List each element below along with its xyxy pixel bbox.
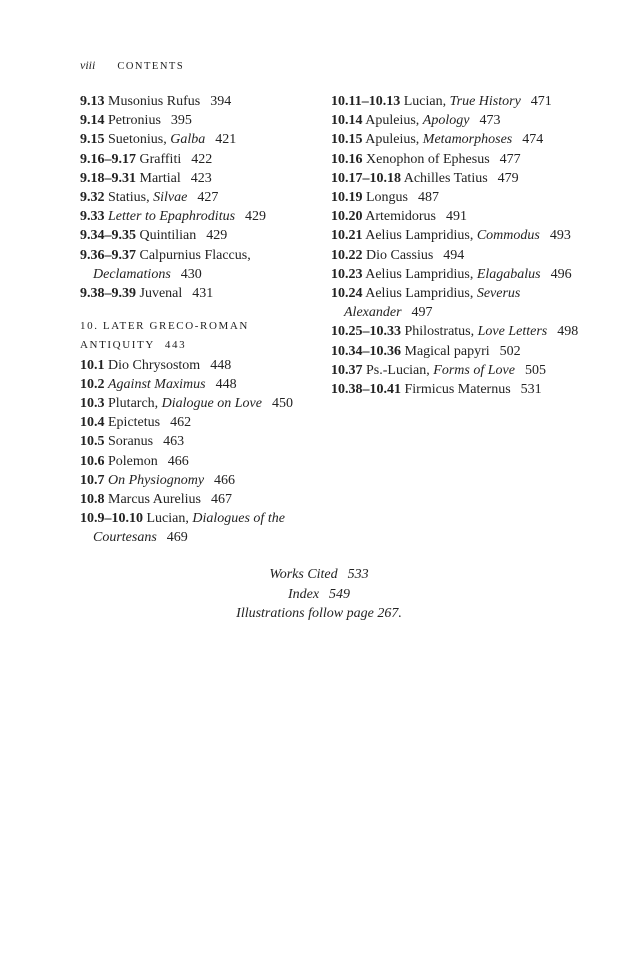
entry-title-italic: Elagabalus: [476, 266, 541, 282]
entry-title-italic: Galba: [170, 132, 206, 148]
toc-entry: [331, 342, 591, 361]
entry-title: Ps.-Lucian,: [366, 362, 434, 378]
index-line: [0, 585, 638, 605]
toc-entry: [80, 130, 312, 149]
illustrations-note: Illustrations follow page 267.: [236, 606, 402, 621]
entry-title-italic: Letter to Epaphroditus: [108, 209, 236, 225]
entry-title: Suetonius,: [108, 132, 171, 148]
entry-page: 448: [215, 376, 237, 392]
entry-title: Apuleius,: [365, 113, 423, 129]
entry-page: 467: [210, 492, 232, 508]
entry-page: 421: [215, 132, 237, 148]
entry-number: 10.9–10.10: [80, 511, 143, 527]
entry-title: Marcus Aurelius: [108, 492, 201, 508]
section-title: 10. LATER GRECO-ROMAN ANTIQUITY: [80, 320, 249, 352]
entry-title-italic: Dialogue on Love: [161, 396, 262, 412]
entry-title: Soranus: [108, 434, 154, 450]
toc-entry: [80, 207, 312, 226]
entry-page: 466: [214, 472, 236, 488]
entry-number: 10.38–10.41: [331, 382, 401, 398]
entry-page: 395: [170, 113, 192, 129]
entry-number: 10.8: [80, 492, 105, 508]
toc-entry: [80, 169, 312, 188]
toc-entry: [331, 130, 591, 149]
entry-number: 9.16–9.17: [80, 151, 136, 167]
toc-entry: [331, 150, 591, 169]
entry-number: 10.24: [331, 286, 363, 302]
toc-entry: [80, 188, 312, 207]
entry-page: 431: [192, 286, 214, 302]
entry-page: 448: [210, 357, 232, 373]
entry-page: 423: [190, 170, 212, 186]
entry-title: Aelius Lampridius,: [365, 286, 477, 302]
toc-entry: [80, 471, 312, 490]
entry-page: 427: [197, 190, 219, 206]
toc-entry: [80, 432, 312, 451]
toc-entry: [331, 207, 591, 226]
entry-page: 462: [170, 415, 192, 431]
entry-page: 487: [418, 190, 439, 206]
entry-title: Epictetus: [108, 415, 161, 431]
entry-page: 474: [522, 132, 544, 148]
entry-title-italic: Love Letters: [477, 324, 548, 340]
entry-number: 10.15: [331, 132, 363, 148]
entry-title: Musonius Rufus: [108, 94, 201, 109]
entry-title: Aelius Lampridius,: [365, 266, 477, 282]
entry-number: 10.25–10.33: [331, 324, 401, 340]
entry-page: 502: [499, 343, 521, 359]
toc-entry: [80, 246, 312, 284]
entry-title: Firmicus Maternus: [404, 382, 511, 398]
entry-number: 10.23: [331, 266, 363, 282]
entry-title: Petronius: [108, 113, 161, 129]
toc-entry: [80, 226, 312, 245]
entry-title-italic: Silvae: [153, 190, 188, 206]
toc-entry: [331, 284, 591, 322]
entry-title-italic: Against Maximus: [108, 376, 206, 392]
toc-entry: [331, 265, 591, 284]
toc-entry: [80, 150, 312, 169]
entry-page: 498: [557, 324, 579, 340]
toc-entry: [80, 375, 312, 394]
entry-title: Aelius Lampridius,: [365, 228, 477, 244]
entry-page: 471: [530, 94, 552, 109]
entry-page: 491: [446, 209, 467, 225]
entry-number: 9.32: [80, 190, 105, 206]
entry-page: 394: [210, 94, 232, 109]
entry-page: 422: [191, 151, 213, 167]
works-cited-label: Works Cited: [269, 567, 338, 582]
toc-list-chapter-9: [80, 92, 312, 303]
entry-number: 10.2: [80, 376, 105, 392]
entry-title-italic: Apology: [422, 113, 470, 129]
entry-number: 9.34–9.35: [80, 228, 136, 244]
entry-title-italic: True History: [449, 94, 521, 109]
index-label: Index: [287, 586, 320, 602]
entry-number: 9.14: [80, 113, 105, 129]
entry-title: Artemidorus: [365, 209, 436, 225]
entry-number: 10.14: [331, 113, 363, 129]
toc-entry: [331, 188, 591, 207]
entry-number: 10.17–10.18: [331, 170, 401, 186]
entry-title-italic: Forms of Love: [433, 362, 515, 378]
entry-title: Lucian,: [146, 511, 193, 527]
entry-page: 429: [245, 209, 267, 225]
section-heading: [80, 317, 312, 355]
entry-number: 10.37: [331, 362, 363, 378]
entry-title-italic: Declamations: [93, 266, 171, 282]
toc-entry: [331, 226, 591, 245]
entry-title: Martial: [139, 170, 181, 186]
index-page: 549: [329, 586, 351, 602]
left-column: [80, 92, 312, 548]
entry-title: Dio Chrysostom: [108, 357, 201, 373]
entry-number: 10.16: [331, 151, 363, 167]
entry-title: Magical papyri: [404, 343, 490, 359]
entry-number: 10.21: [331, 228, 363, 244]
entry-title: Quintilian: [139, 228, 197, 244]
entry-number: 10.11–10.13: [331, 94, 401, 109]
entry-page: 463: [163, 434, 185, 450]
entry-title: Longus: [366, 190, 408, 206]
entry-page: 430: [180, 266, 202, 282]
entry-number: 9.15: [80, 132, 105, 148]
entry-page: 479: [497, 170, 519, 186]
entry-number: 10.19: [331, 190, 363, 206]
toc-entry: [80, 92, 312, 111]
toc-entry: [80, 394, 312, 413]
entry-title: Achilles Tatius: [403, 170, 488, 186]
entry-title-italic: Dialogues of the Courtesans: [93, 511, 285, 546]
running-head: [80, 58, 184, 73]
entry-page: 531: [520, 382, 542, 398]
page-number: viii: [80, 58, 96, 72]
entry-number: 9.33: [80, 209, 105, 225]
entry-title: Philostratus,: [404, 324, 478, 340]
entry-title-italic: Metamorphoses: [422, 132, 513, 148]
entry-number: 10.7: [80, 472, 105, 488]
entry-number: 10.34–10.36: [331, 343, 401, 359]
toc-list-chapter-10-continued: [331, 92, 591, 399]
entry-page: 473: [479, 113, 501, 129]
toc-entry: [80, 452, 312, 471]
entry-title: Plutarch,: [108, 396, 162, 412]
right-column: [331, 92, 591, 399]
entry-page: 497: [411, 305, 433, 321]
entry-title: Polemon: [108, 453, 158, 469]
entry-title: Lucian,: [403, 94, 450, 109]
entry-title: Graffiti: [139, 151, 182, 167]
toc-entry: [331, 322, 591, 341]
toc-entry: [331, 380, 591, 399]
entry-number: 9.13: [80, 94, 105, 109]
running-title: CONTENTS: [117, 61, 185, 72]
section-page: 443: [164, 339, 187, 352]
toc-entry: [331, 111, 591, 130]
entry-title: Xenophon of Ephesus: [366, 151, 490, 167]
entry-title: Statius,: [108, 190, 154, 206]
entry-number: 10.1: [80, 357, 105, 373]
entry-page: 466: [167, 453, 189, 469]
works-cited-page: 533: [347, 567, 369, 582]
toc-entry: [80, 490, 312, 509]
entry-number: 10.20: [331, 209, 363, 225]
entry-title: Calpurnius Flaccus,: [139, 247, 251, 263]
entry-page: 429: [206, 228, 228, 244]
toc-entry: [80, 111, 312, 130]
toc-entry: [331, 169, 591, 188]
entry-number: 10.22: [331, 247, 363, 263]
entry-page: 505: [524, 362, 546, 378]
entry-title: Apuleius,: [365, 132, 423, 148]
toc-entry: [80, 509, 312, 547]
backmatter: [0, 565, 638, 624]
entry-title-italic: Severus Alexander: [344, 286, 521, 321]
entry-page: 493: [549, 228, 571, 244]
entry-number: 10.4: [80, 415, 105, 431]
entry-page: 469: [166, 530, 188, 546]
entry-number: 10.5: [80, 434, 105, 450]
entry-page: 494: [443, 247, 465, 263]
entry-number: 10.6: [80, 453, 105, 469]
entry-title: Dio Cassius: [366, 247, 434, 263]
toc-entry: [331, 361, 591, 380]
entry-title: Juvenal: [139, 286, 183, 302]
entry-page: 477: [499, 151, 521, 167]
toc-entry: [331, 246, 591, 265]
entry-page: 496: [550, 266, 572, 282]
entry-number: 9.36–9.37: [80, 247, 136, 263]
toc-entry: [80, 413, 312, 432]
toc-list-chapter-10: [80, 356, 312, 548]
toc-entry: [80, 356, 312, 375]
works-cited-line: [0, 565, 638, 585]
toc-entry: [80, 284, 312, 303]
entry-page: 450: [271, 396, 293, 412]
entry-number: 9.38–9.39: [80, 286, 136, 302]
entry-title-italic: On Physiognomy: [108, 472, 205, 488]
entry-title-italic: Commodus: [476, 228, 540, 244]
entry-number: 9.18–9.31: [80, 170, 136, 186]
entry-number: 10.3: [80, 396, 105, 412]
toc-entry: [331, 92, 591, 111]
